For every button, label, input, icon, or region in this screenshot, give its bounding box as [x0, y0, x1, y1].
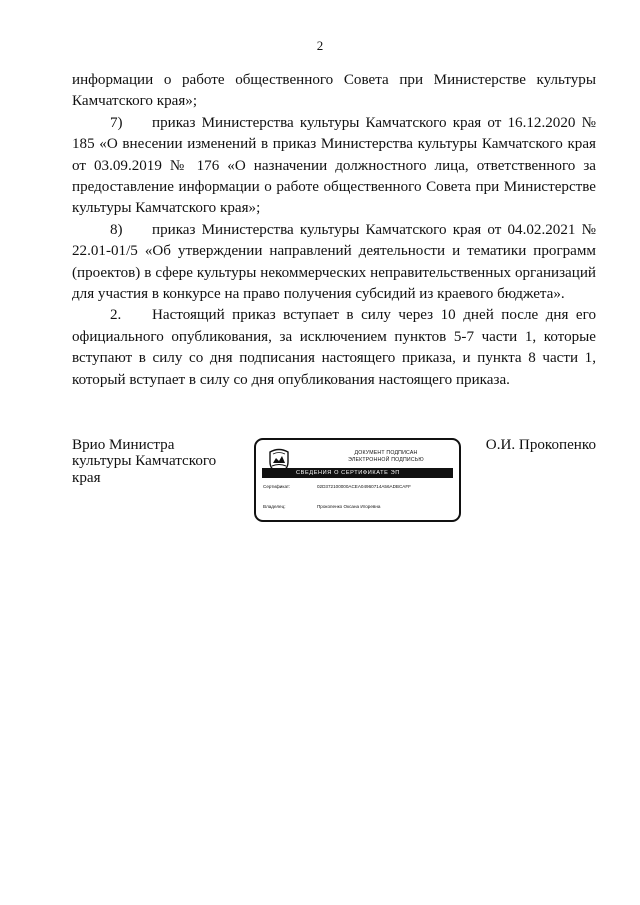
signer-position-line: края [72, 469, 101, 486]
stamp-owner-value: Прокопенко Оксана Игоревна [317, 504, 381, 509]
list-item-text: приказ Министерства культуры Камчатского края от 16.12.2020 № 185 «О внесении изменений в приказ Министерства культуры Камчатского края от 03.09.2019 № 176 «О назначении должностного лица, ответственного за предоставление информации о работе общественного Совета при Министерстве культуры Камчатского края»; [72, 114, 596, 217]
page-number: 2 [316, 38, 324, 53]
document-body [72, 70, 596, 391]
signer-position-line: Врио Министра [72, 437, 175, 453]
clause-2 [72, 305, 596, 391]
stamp-heading: ДОКУМЕНТ ПОДПИСАН ЭЛЕКТРОННОЙ ПОДПИСЬЮ [348, 450, 424, 463]
list-item-number: 8) [110, 221, 123, 238]
list-item-text: приказ Министерства культуры Камчатского края от 04.02.2021 № 22.01-01/5 «Об утверждении направлений деятельности и тематики программ (проектов) в сфере культуры некоммерческих неправительственных организаций для участия в конкурсе на право получения субсидий из краевого бюджета». [72, 221, 596, 303]
clause-text: Настоящий приказ вступает в силу через 10 дней после дня его официального опубликования, за исключением пунктов 5-7 части 1, которые вступают в силу со дня подписания настоящего приказа, и пункта 8 части 1, который вступает в силу со дня опубликования настоящего приказа. [72, 307, 596, 388]
paragraph-continuation: информации о работе общественного Совета при Министерстве культуры Камчатского края»; [72, 72, 596, 110]
stamp-certificate-label: Сертификат: [263, 484, 291, 489]
stamp-certificate-value: 02D372100000ACEA04960714A56ADBCAFF [317, 484, 411, 489]
electronic-signature-stamp [254, 438, 461, 522]
stamp-certificate-row [263, 484, 453, 490]
stamp-owner-label: Владелец: [263, 504, 286, 509]
list-item-7 [72, 113, 596, 220]
signer-position-line: культуры Камчатского [72, 453, 217, 470]
list-item-8 [72, 220, 596, 306]
clause-number: 2. [110, 307, 122, 324]
signer-position [72, 437, 242, 486]
signer-name: О.И. Прокопенко [485, 437, 596, 453]
stamp-owner-row [263, 504, 453, 510]
list-item-number: 7) [110, 114, 123, 131]
stamp-certificate-bar: СВЕДЕНИЯ О СЕРТИФИКАТЕ ЭП [262, 468, 453, 478]
